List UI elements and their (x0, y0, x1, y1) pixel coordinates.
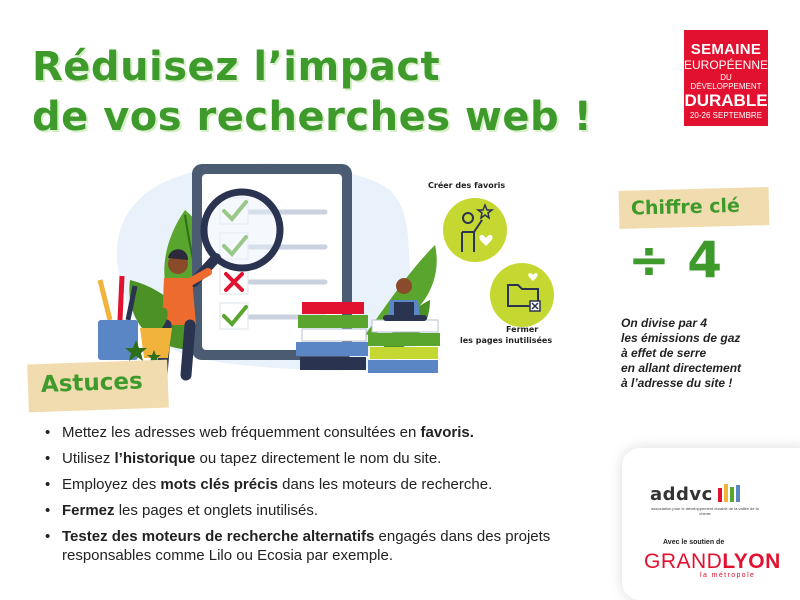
chiffre-desc-line: à l’adresse du site ! (621, 376, 733, 390)
tip-highlight: mots clés précis (160, 476, 278, 493)
addvc-logo (650, 482, 759, 516)
tip-highlight: Fermez (62, 502, 115, 519)
chiffre-cle-value: ÷ 4 (628, 231, 723, 289)
chiffre-desc-line: les émissions de gaz (621, 331, 741, 345)
fermer-pages-circle (490, 263, 554, 327)
tip-item (45, 501, 565, 520)
circle-label-pages: les pages inutilisées (460, 336, 553, 345)
grandlyon-part2: LYON (722, 550, 781, 573)
bullet: • (45, 502, 51, 519)
chiffre-desc-line: en allant directement (621, 361, 742, 375)
grandlyon-part1: GRAND (644, 550, 723, 573)
soutien-label: Avec le soutien de (663, 539, 725, 546)
circle-label-favoris: Créer des favoris (428, 181, 506, 190)
circle-label-fermer: Fermer (506, 325, 539, 334)
tip-text: engagés dans des projets responsables comme Lilo ou Ecosia par exemple. (62, 528, 551, 564)
tip-item (45, 423, 565, 442)
chiffre-cle-label: Chiffre clé (630, 194, 741, 220)
tip-text: Utilisez (62, 450, 115, 467)
addvc-people-icon (717, 482, 743, 502)
chiffre-cle-tag (619, 187, 770, 229)
metropole-label: la métropole (700, 572, 756, 579)
addvc-name: addvc (650, 484, 713, 505)
pencil-cup-icon (98, 276, 138, 360)
tip-highlight: l’historique (114, 450, 196, 467)
chiffre-desc-line: à effet de serre (621, 346, 707, 360)
astuces-tag (27, 360, 169, 413)
tip-item (45, 475, 565, 494)
bullet: • (45, 476, 51, 493)
tip-text: dans les moteurs de recherche. (277, 476, 493, 493)
badge-line1: SEMAINE (690, 41, 762, 58)
bullet: • (45, 450, 51, 467)
badge-dates: 20-26 SEPTEMBRE (689, 111, 763, 120)
books-stack-icon (296, 302, 368, 370)
tip-item (45, 449, 565, 468)
addvc-description: association pour le développement durable de la vallée de la chimie (651, 506, 759, 516)
semaine-europeenne-badge (684, 30, 768, 126)
page-title (32, 42, 592, 142)
tip-text: Mettez les adresses web fréquemment consultées en (62, 424, 421, 441)
tip-item (45, 527, 565, 565)
badge-line4: DURABLE (684, 91, 768, 110)
bullet: • (45, 528, 51, 545)
astuces-label: Astuces (40, 368, 144, 398)
tips-list (45, 423, 565, 572)
tip-text: ou tapez directement le nom du site. (195, 450, 442, 467)
tip-highlight: favoris. (420, 424, 474, 441)
tip-text: les pages et onglets inutilisés. (114, 502, 318, 519)
page-title-line2: de vos recherches web ! (32, 94, 593, 140)
badge-line2: EUROPÉENNE (684, 58, 769, 72)
tip-highlight: Testez des moteurs de recherche alternatifs (62, 528, 375, 545)
bullet: • (45, 424, 51, 441)
badge-line3: DU DÉVELOPPEMENT (690, 73, 762, 91)
chiffre-cle-description (621, 316, 741, 391)
grandlyon-logo (644, 550, 781, 574)
page-title-line1: Réduisez l’impact (32, 44, 441, 90)
tip-text: Employez des (62, 476, 161, 493)
chiffre-desc-line: On divise par 4 (621, 316, 708, 330)
